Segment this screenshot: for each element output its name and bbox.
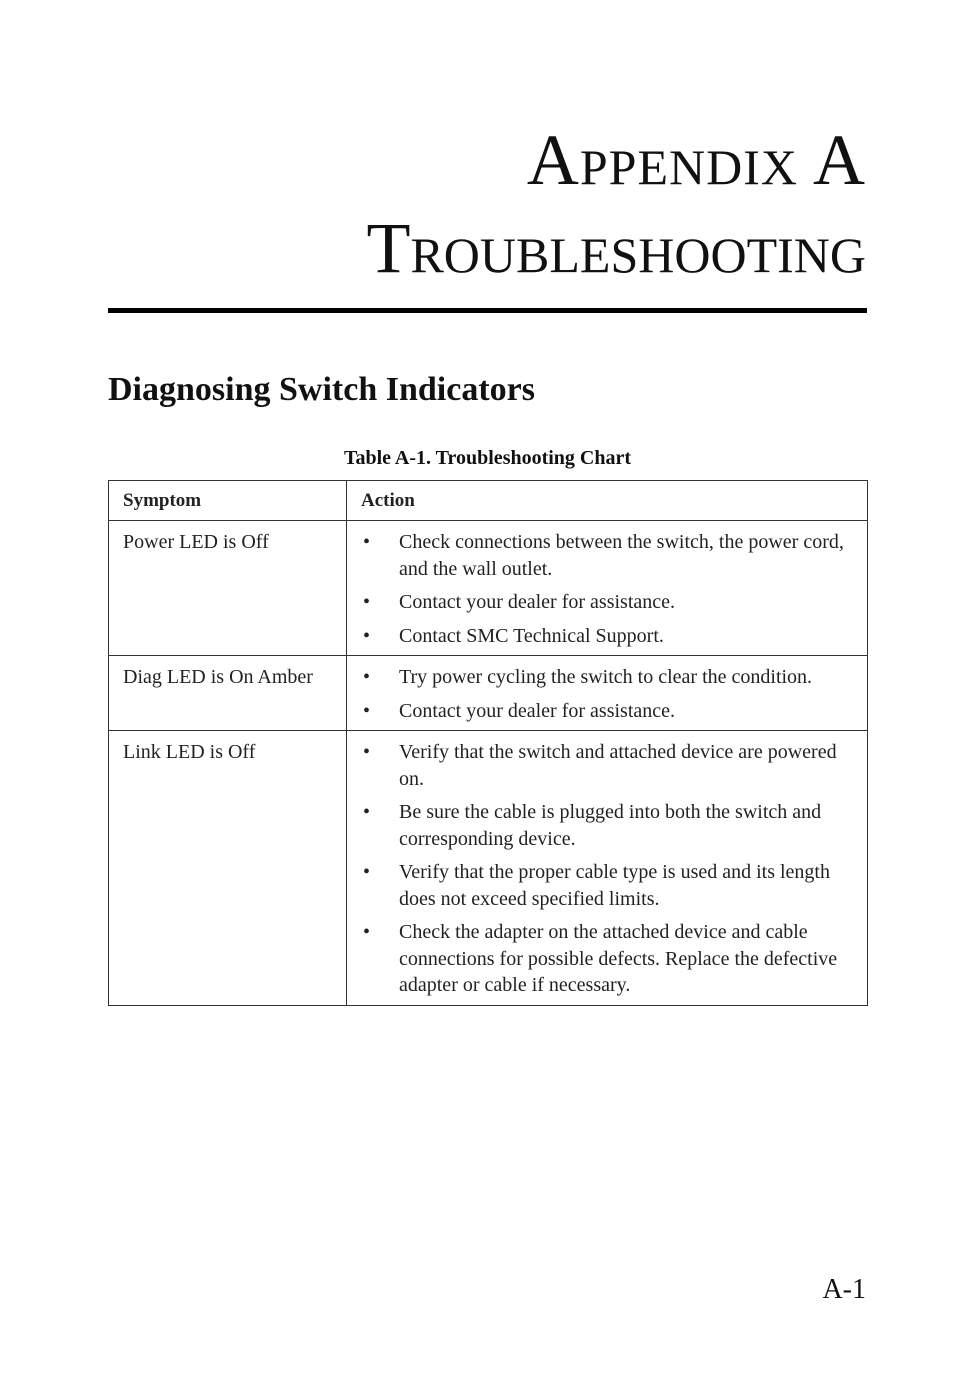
bullet-icon: •: [363, 666, 371, 688]
bullet-icon: •: [363, 801, 371, 823]
action-cell: [347, 731, 868, 1006]
action-text: Contact SMC Technical Support.: [399, 624, 664, 647]
action-list: [361, 739, 853, 999]
chapter-title-troubleshooting: Troubleshooting: [366, 208, 866, 288]
action-text: Check the adapter on the attached device and cable connections for possible defects. Replace the defective adapter or cable if necessary.: [399, 921, 838, 996]
action-item: [361, 739, 853, 792]
troubleshooting-table: [108, 480, 868, 1006]
table-caption: Table A-1. Troubleshooting Chart: [343, 447, 632, 469]
header-action: Action: [347, 481, 868, 521]
bullet-icon: •: [363, 699, 371, 722]
table-row: [109, 521, 868, 656]
action-text: Verify that the switch and attached device are powered on.: [399, 741, 837, 790]
table-row: [109, 656, 868, 731]
symptom-cell: Power LED is Off: [109, 521, 347, 656]
action-text: Contact your dealer for assistance.: [399, 699, 676, 722]
action-list: [361, 529, 853, 649]
action-text: Try power cycling the switch to clear the condition.: [399, 666, 813, 688]
action-cell: [347, 656, 868, 731]
bullet-icon: •: [363, 624, 371, 647]
action-text: Check connections between the switch, the power cord, and the wall outlet.: [399, 531, 844, 580]
table-row: [109, 731, 868, 1006]
table-header-row: [109, 481, 868, 521]
action-item: [361, 589, 853, 616]
symptom-cell: Diag LED is On Amber: [109, 656, 347, 731]
action-text: Contact your dealer for assistance.: [399, 591, 676, 613]
action-item: [361, 698, 853, 725]
section-heading: Diagnosing Switch Indicators: [108, 371, 535, 408]
bullet-icon: •: [363, 591, 371, 613]
page-number: A-1: [822, 1274, 866, 1305]
action-item: [361, 919, 853, 999]
action-text: Be sure the cable is plugged into both the switch and corresponding device.: [399, 801, 822, 850]
bullet-icon: •: [363, 921, 371, 943]
action-item: [361, 623, 853, 650]
action-item: [361, 859, 853, 912]
bullet-icon: •: [363, 741, 371, 763]
action-list: [361, 664, 853, 724]
action-cell: [347, 521, 868, 656]
action-text: Verify that the proper cable type is used and its length does not exceed specified limits.: [399, 861, 830, 910]
title-divider: [108, 308, 867, 313]
symptom-cell: Link LED is Off: [109, 731, 347, 1006]
chapter-title-appendix: Appendix A: [526, 120, 866, 200]
action-item: [361, 664, 853, 691]
header-symptom: Symptom: [109, 481, 347, 521]
bullet-icon: •: [363, 861, 371, 883]
action-item: [361, 799, 853, 852]
bullet-icon: •: [363, 531, 371, 553]
action-item: [361, 529, 853, 582]
